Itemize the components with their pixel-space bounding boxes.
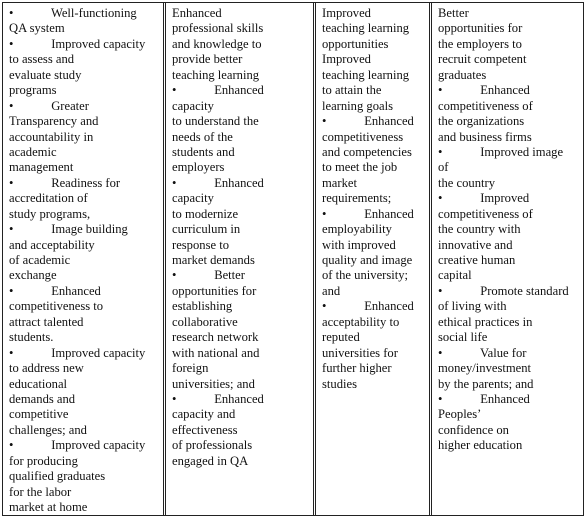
cell-text-line: qualified graduates xyxy=(9,469,106,484)
cell-text-line: for producing xyxy=(9,453,78,468)
table-column-3 xyxy=(316,3,432,515)
cell-text-line: • Improved capacity xyxy=(9,36,146,51)
cell-text-line: • Better xyxy=(172,268,245,283)
cell-text-line: establishing xyxy=(172,299,233,314)
cell-text-line: exchange xyxy=(9,268,57,283)
cell-text-line: • Enhanced xyxy=(322,206,414,221)
cell-text-line: Peoples’ xyxy=(438,407,482,422)
cell-text-line: students. xyxy=(9,330,54,345)
cell-text-line: the employers to xyxy=(438,36,522,51)
cell-text-line: • Greater xyxy=(9,98,89,113)
cell-text-line: capacity and xyxy=(172,407,236,422)
cell-text-line: competitiveness xyxy=(322,129,404,144)
cell-text-line: ethical practices in xyxy=(438,314,533,329)
cell-text-line: universities for xyxy=(322,345,398,360)
cell-text-line: studies xyxy=(322,376,357,391)
cell-text-line: opportunities for xyxy=(172,283,257,298)
cell-text-line: programs xyxy=(9,83,57,98)
cell-text-line: of professionals xyxy=(172,438,253,453)
cell-text-line: engaged in QA xyxy=(172,453,249,468)
cell-text-line: teaching learning xyxy=(172,67,260,82)
cell-text-line: • Improved capacity xyxy=(9,438,146,453)
cell-text-line: graduates xyxy=(438,67,487,82)
cell-text-line: capacity xyxy=(172,191,214,206)
cell-text-line: management xyxy=(9,160,74,175)
cell-text-line: acceptability to xyxy=(322,314,400,329)
cell-text-line: employability xyxy=(322,222,392,237)
cell-text-line: Enhanced xyxy=(172,6,222,20)
cell-text-line: opportunities for xyxy=(438,21,523,36)
cell-text-line: of living with xyxy=(438,299,507,314)
cell-text-line: • Enhanced xyxy=(438,83,530,98)
cell-text-line: capital xyxy=(438,268,472,283)
cell-text-line: social life xyxy=(438,330,488,345)
cell-text-line: the country with xyxy=(438,222,521,237)
cell-text-line: educational xyxy=(9,376,68,391)
cell-text-line: competitive xyxy=(9,407,69,422)
cell-text-line: market at home xyxy=(9,500,88,514)
cell-text-line: and knowledge to xyxy=(172,36,262,51)
cell-text-line: provide better xyxy=(172,52,243,67)
cell-text-line: students and xyxy=(172,144,235,159)
cell-text-line: • Readiness for xyxy=(9,175,121,190)
cell-text-line: needs of the xyxy=(172,129,233,144)
cell-text-line: and xyxy=(322,283,341,298)
cell-text-line: to assess and xyxy=(9,52,75,67)
cell-text-line: further higher xyxy=(322,361,392,376)
cell-text-line: innovative and xyxy=(438,237,513,252)
cell-text-line: of academic xyxy=(9,253,71,267)
cell-text-line: to attain the xyxy=(322,83,382,98)
cell-text-line: competitiveness of xyxy=(438,98,533,113)
cell-text-line: • Promote standard xyxy=(438,283,569,298)
cell-text-line: and business firms xyxy=(438,129,532,144)
cell-text-line: • Enhanced xyxy=(172,391,264,406)
cell-text-line: • Improved capacity xyxy=(9,345,146,360)
cell-text-line: QA system xyxy=(9,21,65,36)
cell-text-line: • Enhanced xyxy=(322,299,414,314)
cell-text-line: competitiveness to xyxy=(9,299,104,314)
cell-text-line: • Well-functioning xyxy=(9,6,137,20)
cell-text-line: challenges; and xyxy=(9,422,87,437)
cell-text-line: professional skills xyxy=(172,21,264,36)
cell-text-line: competitiveness of xyxy=(438,206,533,221)
cell-text-line: of xyxy=(438,160,449,175)
cell-text-line: • Enhanced xyxy=(172,175,264,190)
cell-text-line: foreign xyxy=(172,361,209,376)
cell-text-line: teaching learning xyxy=(322,21,410,36)
cell-text-line: attract talented xyxy=(9,314,84,329)
cell-text-line: • Enhanced xyxy=(322,114,414,129)
cell-text-line: to meet the job xyxy=(322,160,398,175)
cell-text-line: market demands xyxy=(172,253,255,267)
cell-text-line: research network xyxy=(172,330,259,345)
cell-text-line: confidence on xyxy=(438,422,509,437)
cell-text-line: money/investment xyxy=(438,361,532,376)
cell-text-line: to modernize xyxy=(172,206,239,221)
cell-text-line: study programs, xyxy=(9,206,91,221)
cell-text-line: accountability in xyxy=(9,129,94,144)
cell-text-line: response to xyxy=(172,237,230,252)
cell-text-line: • Image building xyxy=(9,222,128,237)
cell-text-line: universities; and xyxy=(172,376,255,391)
cell-text-line: opportunities xyxy=(322,36,389,51)
cell-text-line: recruit competent xyxy=(438,52,527,67)
cell-text-line: learning goals xyxy=(322,98,393,113)
cell-text-line: of the university; xyxy=(322,268,409,283)
cell-text-line: higher education xyxy=(438,438,523,453)
cell-text-line: Improved xyxy=(322,52,371,67)
cell-text-line: Better xyxy=(438,6,469,20)
cell-text-line: effectiveness xyxy=(172,422,238,437)
cell-text-line: with improved xyxy=(322,237,396,252)
cell-text-line: Transparency and xyxy=(9,114,99,129)
table-column-2 xyxy=(166,3,316,515)
cell-text-line: capacity xyxy=(172,98,214,113)
cell-text-line: demands and xyxy=(9,391,76,406)
table-column-4 xyxy=(432,3,583,515)
cell-text-line: • Improved image xyxy=(438,144,564,159)
cell-text-line: to understand the xyxy=(172,114,259,129)
cell-text-line: curriculum in xyxy=(172,222,241,237)
cell-text-line: • Improved xyxy=(438,191,530,206)
cell-text-line: • Value for xyxy=(438,345,527,360)
cell-text-line: quality and image xyxy=(322,253,413,267)
cell-text-line: • Enhanced xyxy=(438,391,530,406)
cell-text-line: • Enhanced xyxy=(172,83,264,98)
cell-text-line: with national and xyxy=(172,345,260,360)
cell-text-line: Improved xyxy=(322,6,371,20)
cell-text-line: the organizations xyxy=(438,114,525,129)
cell-text-line: • Enhanced xyxy=(9,283,101,298)
cell-text-line: collaborative xyxy=(172,314,238,329)
cell-text-line: by the parents; and xyxy=(438,376,534,391)
cell-text-line: employers xyxy=(172,160,225,175)
cell-text-line: creative human xyxy=(438,253,516,267)
cell-text-line: the country xyxy=(438,175,496,190)
cell-text-line: accreditation of xyxy=(9,191,88,206)
cell-text-line: for the labor xyxy=(9,484,72,499)
cell-text-line: to address new xyxy=(9,361,84,376)
cell-text-line: and competencies xyxy=(322,144,412,159)
cell-text-line: evaluate study xyxy=(9,67,82,82)
cell-text-line: and acceptability xyxy=(9,237,95,252)
cell-text-line: teaching learning xyxy=(322,67,410,82)
cell-text-line: requirements; xyxy=(322,191,392,206)
cell-text-line: reputed xyxy=(322,330,360,345)
benefits-table xyxy=(2,2,584,516)
cell-text-line: academic xyxy=(9,144,57,159)
table-column-1 xyxy=(3,3,166,515)
cell-text-line: market xyxy=(322,175,357,190)
